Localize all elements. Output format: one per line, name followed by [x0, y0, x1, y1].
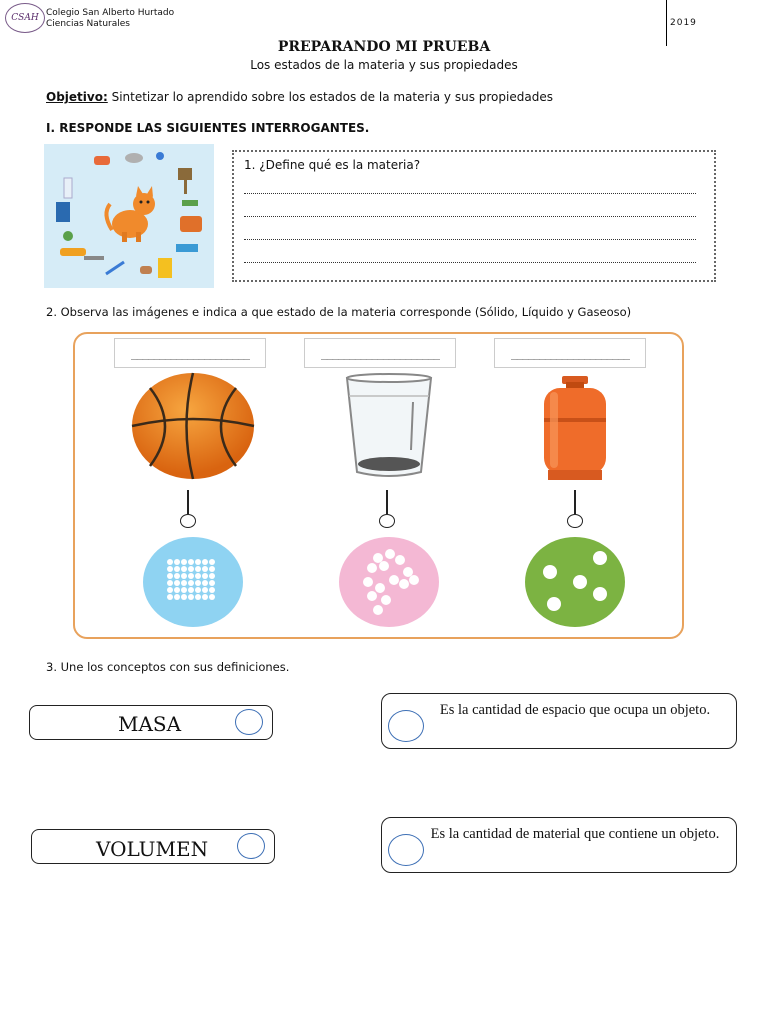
basketball-image: [130, 372, 256, 480]
matter-illustration: [44, 144, 214, 288]
concept-volumen[interactable]: [31, 829, 275, 864]
page-title: PREPARANDO MI PRUEBA: [277, 39, 491, 55]
definition-2[interactable]: [381, 817, 737, 873]
subject-name: Ciencias Naturales: [46, 19, 130, 29]
answer-blank-2[interactable]: _____________________: [304, 338, 456, 368]
concept-masa[interactable]: [29, 705, 273, 740]
objective-text: Sintetizar lo aprendido sobre los estados de la materia y sus propiedades: [107, 90, 553, 104]
definition-1-text: Es la cantidad de espacio que ocupa un objeto.: [439, 702, 711, 718]
answer-blank-3[interactable]: _____________________: [494, 338, 646, 368]
gas-cylinder-image: [540, 374, 610, 482]
answer-line-1[interactable]: [244, 192, 696, 194]
answer-line-2[interactable]: [244, 215, 696, 217]
matter-objects-image: [44, 144, 214, 288]
concept-volumen-label: VOLUMEN: [96, 837, 209, 861]
definition-1-circle[interactable]: [388, 710, 424, 742]
page-subtitle: Los estados de la materia y sus propiedades: [250, 58, 518, 72]
school-name: Colegio San Alberto Hurtado: [46, 8, 175, 18]
connector-circle-3[interactable]: [567, 514, 583, 528]
liquid-particles-model: [338, 536, 440, 628]
definition-1[interactable]: [381, 693, 737, 749]
question1-text: 1. ¿Define qué es la materia?: [244, 158, 421, 172]
concept-volumen-circle[interactable]: [237, 833, 265, 859]
question3-text: 3. Une los conceptos con sus definiciones.: [46, 660, 290, 674]
section1-heading: I. RESPONDE LAS SIGUIENTES INTERROGANTES.: [46, 121, 370, 135]
gas-particles-model: [524, 536, 626, 628]
answer-line-3[interactable]: [244, 238, 696, 240]
answer-blank-1[interactable]: _____________________: [114, 338, 266, 368]
concept-masa-circle[interactable]: [235, 709, 263, 735]
logo-text: CSAH: [11, 13, 39, 23]
connector-line-1: [187, 490, 189, 514]
school-logo: [5, 3, 45, 33]
concept-masa-label: MASA: [118, 712, 182, 736]
connector-line-3: [574, 490, 576, 514]
connector-circle-2[interactable]: [379, 514, 395, 528]
water-glass-image: [343, 372, 435, 478]
year: 2019: [670, 18, 697, 28]
solid-particles-model: [142, 536, 244, 628]
objective: [46, 90, 553, 104]
question1-box: [232, 150, 716, 282]
question2-text: 2. Observa las imágenes e indica a que estado de la materia corresponde (Sólido, Líquido y Gaseoso): [46, 305, 632, 319]
definition-2-text: Es la cantidad de material que contiene un objeto.: [430, 826, 720, 842]
definition-2-circle[interactable]: [388, 834, 424, 866]
connector-line-2: [386, 490, 388, 514]
objective-label: Objetivo:: [46, 90, 108, 104]
answer-line-4[interactable]: [244, 261, 696, 263]
connector-circle-1[interactable]: [180, 514, 196, 528]
